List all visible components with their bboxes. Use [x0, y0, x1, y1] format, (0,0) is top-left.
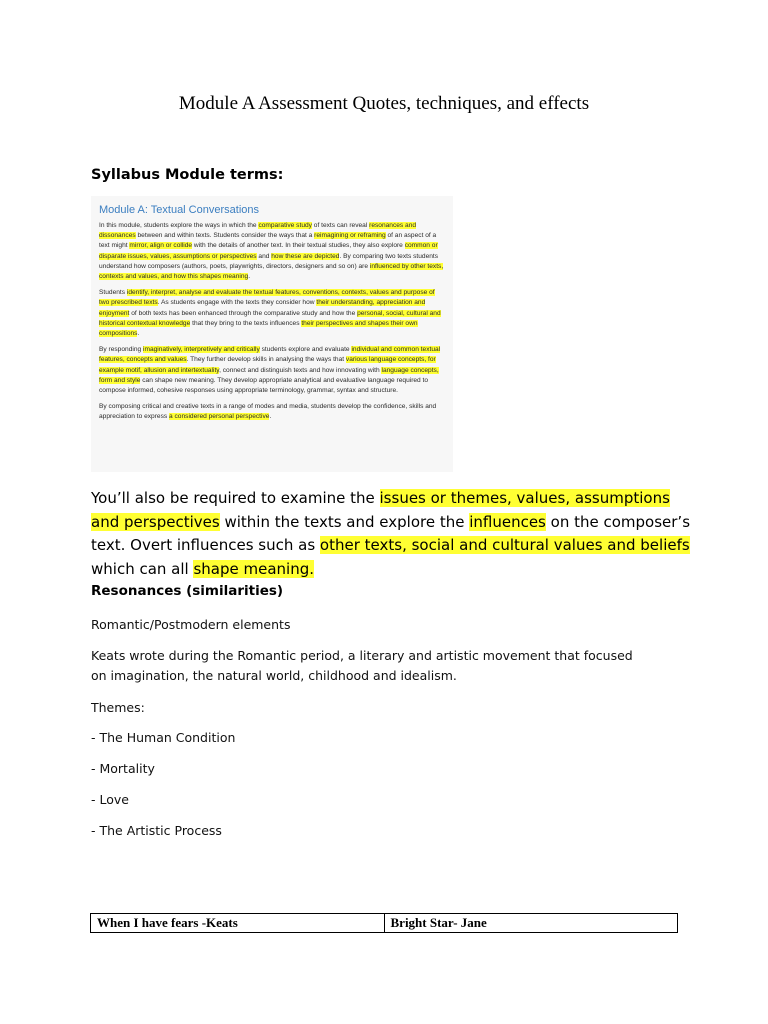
text-run: of both texts has been enhanced through the comparative study and how the	[129, 309, 358, 317]
highlighted-text: other texts, social and cultural values and beliefs	[319, 536, 690, 554]
highlighted-text: a considered personal perspective	[169, 413, 270, 421]
text-run: with the details of another text. In their textual studies, they also explore	[192, 242, 405, 250]
romantic-line: Romantic/Postmodern elements	[91, 617, 291, 632]
highlighted-text: resonances and dissonances	[99, 222, 417, 240]
highlighted-text: influences	[469, 512, 546, 531]
excerpt-title: Module A: Textual Conversations	[99, 204, 259, 216]
text-run: Students	[99, 289, 127, 297]
syllabus-heading: Syllabus Module terms:	[91, 167, 284, 183]
text-run: . They further develop skills in analysing the ways that	[186, 356, 346, 364]
text-run: which can all	[91, 559, 194, 578]
theme-item: - The Human Condition	[91, 730, 236, 745]
themes-label: Themes:	[91, 700, 145, 715]
text-run: .	[269, 413, 272, 421]
text-run: . By comparing two texts students understand how composers (authors, poets, playwrights, directors, designers and so on) are	[99, 252, 439, 270]
text-run: .	[137, 330, 140, 338]
text-run: within the texts and explore the	[219, 512, 470, 531]
body-paragraph	[91, 487, 691, 581]
text-run: that they bring to the texts influences	[190, 319, 302, 327]
highlighted-text: their understanding, appreciation and enjoyment	[99, 299, 426, 317]
highlighted-text: comparative study	[258, 222, 312, 229]
text-run: In this module, students explore the ways in which the	[99, 222, 259, 229]
text-run: . As students engage with the texts they consider how	[157, 299, 317, 307]
syllabus-excerpt-image	[91, 196, 453, 472]
highlighted-text: reimagining or reframing	[314, 232, 386, 240]
highlighted-text: common or disparate issues, values, assumptions or perspectives	[99, 242, 438, 260]
page-title: Module A Assessment Quotes, techniques, and effects	[178, 93, 590, 114]
text-run: By composing critical and creative texts in a range of modes and media, students develop the confidence, skills and appreciation to express	[99, 403, 437, 421]
table-header-keats: When I have fears -Keats	[91, 914, 385, 933]
excerpt-paragraph-4	[99, 402, 445, 422]
text-run: can shape new meaning. They develop appropriate analytical and evaluative language required to compose informed, cohesive responses using appropriate terminology, grammar, syntax and structure.	[99, 376, 429, 395]
highlighted-text: imaginatively, interpretively and critically	[143, 346, 260, 354]
highlighted-text: individual and common textual features, concepts and values	[99, 346, 441, 364]
text-run: on the composer’s text. Overt influences such as	[91, 512, 691, 554]
text-run: , connect and distinguish texts and how innovating with	[219, 366, 382, 374]
theme-item: - The Artistic Process	[91, 823, 222, 838]
resonances-heading: Resonances (similarities)	[91, 583, 284, 599]
table-header-bright-star: Bright Star- Jane	[384, 914, 678, 933]
highlighted-text: personal, social, cultural and historical contextual knowledge	[99, 309, 441, 327]
text-run: and	[256, 252, 272, 260]
highlighted-text: how these are depicted	[271, 252, 340, 260]
excerpt-paragraph-3	[99, 345, 445, 396]
text-run: students explore and evaluate	[259, 346, 352, 354]
text-run: .	[248, 273, 251, 281]
excerpt-paragraph-1	[99, 221, 445, 282]
theme-item: - Love	[91, 792, 129, 807]
table-row	[91, 914, 678, 933]
highlighted-text: language concepts, form and style	[99, 366, 439, 384]
text-run: between and within texts. Students consider the ways that a	[135, 232, 315, 240]
highlighted-text: shape meaning.	[193, 559, 315, 578]
highlighted-text: identify, interpret, analyse and evaluate the textual features, conventions, contexts, values and purpose of two prescribed texts	[99, 289, 435, 307]
text-run: of texts can reveal	[311, 222, 370, 229]
highlighted-text: their perspectives and shapes their own compositions	[99, 319, 418, 338]
theme-item: - Mortality	[91, 761, 155, 776]
text-run: of an aspect of a text might	[99, 232, 437, 250]
highlighted-text: mirror, align or collide	[129, 242, 193, 250]
text-run: You’ll also be required to examine the	[91, 489, 380, 507]
comparison-table	[90, 913, 678, 933]
highlighted-text: various language concepts, for example motif, allusion and intertextuality	[99, 356, 436, 374]
excerpt-paragraph-2	[99, 288, 445, 339]
text-run: By responding	[99, 346, 143, 354]
highlighted-text: issues or themes, values, assumptions and perspectives	[91, 489, 670, 531]
highlighted-text: influenced by other texts, contexts and values, and how this shapes meaning	[99, 262, 444, 281]
keats-paragraph: Keats wrote during the Romantic period, a literary and artistic movement that focused on imagination, the natural world, childhood and idealism.	[91, 648, 633, 683]
